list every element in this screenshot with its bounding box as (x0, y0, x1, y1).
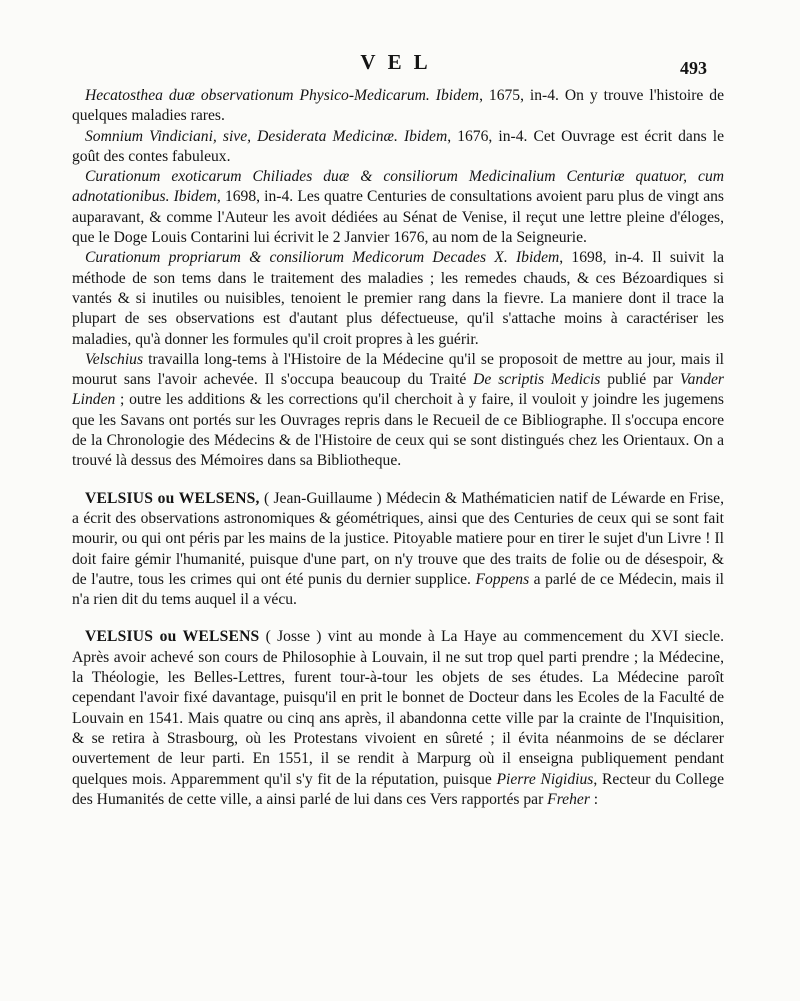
person-name: Freher (547, 790, 590, 808)
work-description: Cet Ouvrage est écrit dans le goût des contes fabuleux. (72, 127, 724, 165)
entry-hecatosthea (72, 86, 724, 127)
entry-text: : (589, 790, 599, 808)
entry-forename: ( Jean-Guillaume ) (259, 489, 382, 507)
work-place: Ibidem (403, 127, 448, 145)
entry-velsius-josse (72, 627, 724, 810)
work-place: Ibidem (435, 87, 480, 104)
entry-curationum-exoticarum (72, 167, 724, 248)
paragraph-text: travailla long-tems à l'Histoire de la Médecine qu'il se proposoit de mettre au jour, mais il mourut sans l'avoir achevée. Il s'occupa beaucoup du Traité (72, 350, 724, 389)
work-title: Curationum propriarum & consiliorum Medicorum Decades X. (85, 249, 508, 267)
entry-forename: ( Josse ) (259, 628, 322, 646)
work-place: Ibidem (173, 188, 217, 206)
work-title: Curationum exoticarum Chiliades duæ & consiliorum Medicinalium Centuriæ quatuor, cum adnotationibus. (72, 168, 724, 206)
work-title: Somnium Vindiciani, sive, Desiderata Medicinæ. (85, 127, 398, 145)
work-description: Les quatre Centuries de consultations avoient paru plus de vingt ans auparavant, & comme l'Auteur les avoit dédiées au Sénat de Venise, il reçut une lettre pleine d'éloges, que le Doge Louis Contarini lui écrivit le 2 Janvier 1676, au nom de la Seigneurie. (72, 188, 724, 247)
person-name: Vander Linden (72, 371, 724, 409)
entry-velsius-jean-guillaume (72, 489, 724, 611)
person-name: Velschius (85, 350, 144, 368)
work-description: On y trouve l'histoire de quelques maladies rares. (72, 87, 724, 125)
entry-somnium (72, 127, 724, 168)
entry-text: , Recteur du College des Humanités de cette ville, a ainsi parlé de lui dans ces Vers rapportés par (72, 770, 724, 808)
entry-curationum-propriarum (72, 248, 724, 349)
entry-text: a parlé de ce Médecin, mais il n'a rien dit du tems auquel il a vécu. (72, 570, 724, 609)
entry-text: Médecin & Mathématicien natif de Léwarde en Frise, a écrit des observations astronomiques & géométriques, ainsi que des Centuries de ceux qui se sont fait mourir, ou qui ont péris par les mains de la justice. Pitoyable matiere pour en tirer le sujet d'un Livre ! Il doit faire gémir l'humanité, puisque d'une part, on n'y trouve que des traits de folie ou de désespoir, & de l'autre, tous les crimes qui ont été punis du dernier supplice. (72, 489, 725, 588)
work-date: , 1676, in-4. (447, 127, 528, 145)
running-head: VEL (360, 50, 440, 74)
entry-headword: VELSIUS ou WELSENS (85, 628, 260, 646)
work-date: , 1698, in-4. (216, 188, 294, 206)
work-date: , 1675, in-4. (479, 87, 559, 104)
paragraph-text: ; outre les additions & les corrections qu'il cherchoit à y faire, il vouloit y joindre les jugemens que les Savans ont portés sur les Ouvrages repris dans le Recueil de ce Bibliographe. Il s'occupa encore de la Chronologie des Médecins & de l'Histoire de ceux qui se sont distingués chez les Orientaux. On a trouvé là dessus des Mémoires dans sa Bibliotheque. (72, 391, 724, 470)
entry-text: vint au monde à La Haye au commencement du XVI siecle. Après avoir achevé son cours de Philosophie à Louvain, il ne sut trop quel parti prendre ; la Médecine, la Théologie, les Belles-Lettres, furent tour-à-tour les objets de ses études. La Médecine paroît cependant l'avoir fixé davantage, puisqu'il en prit le bonnet de Docteur dans les Ecoles de la Faculté de Louvain en 1541. Mais quatre ou cinq ans après, il abandonna cette ville par la crainte de l'Inquisition, & se retira à Strasbourg, où les Protestans vivoient en sûreté ; il évita néanmoins de se déclarer ouvertement de leur parti. En 1551, il se rendit à Marpurg où il enseigna publiquement pendant quelques mois. Apparemment qu'il s'y fit de la réputation, puisque (72, 628, 724, 788)
work-description: Il suivit la méthode de son tems dans le traitement des maladies ; les remedes chauds, & ces Bézoardiques si vantés & si inutiles ou nuisibles, tenoient le premier rang dans la fievre. La maniere dont il trace la plupart de ses observations est d'autant plus défectueuse, qu'il s'attache moins à caractériser les maladies, qu'à donner les formules qu'il croit propres à les guérir. (72, 249, 724, 348)
person-name: Foppens (475, 570, 530, 588)
entry-headword: VELSIUS ou WELSENS, (85, 489, 260, 507)
work-title: Hecatosthea duæ observationum Physico-Medicarum. (85, 87, 430, 104)
body-text (72, 86, 724, 810)
work-title: De scriptis Medicis (473, 371, 601, 389)
page-number: 493 (680, 58, 707, 78)
paragraph-text: publié par (600, 371, 680, 389)
paragraph-velschius (72, 350, 724, 472)
person-name: Pierre Nigidius (496, 770, 594, 788)
work-place: Ibidem (515, 249, 560, 267)
work-date: , 1698, in-4. (559, 249, 644, 267)
